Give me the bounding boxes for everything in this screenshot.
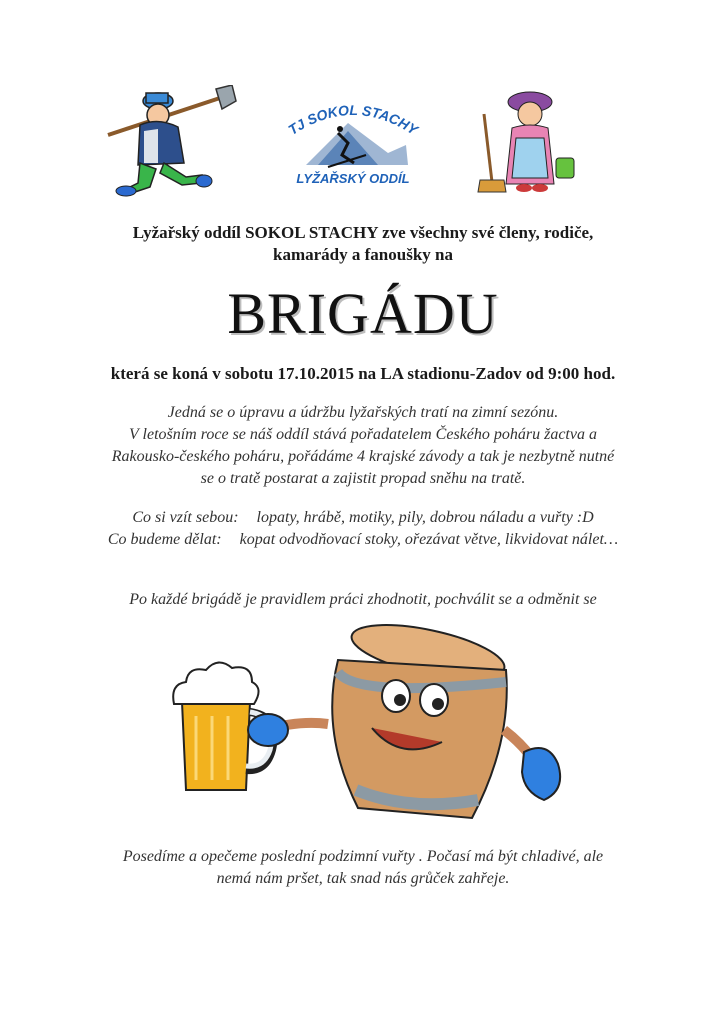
description-line-4: se o tratě postarat a zajistit propad sněhu na tratě.: [200, 470, 526, 487]
logo-bottom-text: LYŽAŘSKÝ ODDÍL: [296, 171, 410, 186]
page-title: BRIGÁDU: [227, 281, 499, 346]
club-logo: [278, 95, 428, 190]
description-line-2: V letošním roce se náš oddíl stává pořadatelem Českého poháru žactva a: [129, 426, 597, 443]
closing-line-1: Posedíme a opečeme poslední podzimní vuřty . Počasí má být chladivé, ale: [122, 848, 604, 865]
closing-line-2: nemá nám pršet, tak snad nás grůček zahřeje.: [216, 870, 510, 887]
invitation-intro: [60, 222, 666, 266]
doing-row: [60, 529, 666, 551]
bring-value: lopaty, hrábě, motiky, pily, dobrou náladu a vuřty :D: [256, 509, 594, 526]
worker-with-shovel-illustration: [98, 85, 238, 205]
logo-top-text: TJ SOKOL STACHY: [285, 101, 421, 138]
closing-note: [70, 846, 656, 890]
intro-line-1: Lyžařský oddíl SOKOL STACHY zve všechny své členy, rodiče,: [132, 223, 594, 242]
woman-with-broom-illustration: [474, 86, 584, 196]
bring-row: [60, 507, 666, 529]
bring-label: Co si vzít sebou:: [132, 509, 239, 526]
beer-and-barrel-illustration: [160, 612, 570, 826]
intro-line-2: kamarády a fanoušky na: [273, 245, 453, 264]
description-line-3: Rakousko-českého poháru, pořádáme 4 krajské závody a tak je nezbytně nutné: [111, 448, 615, 465]
doing-value: kopat odvodňovací stoky, ořezávat větve, likvidovat nálet…: [239, 531, 619, 548]
doing-label: Co budeme dělat:: [107, 531, 222, 548]
description-line-1: Jedná se o úpravu a údržbu lyžařských tratí na zimní sezónu.: [167, 404, 559, 421]
details-list: [60, 507, 666, 551]
reward-note: Po každé brigádě je pravidlem práci zhodnotit, pochválit se a odměnit se: [129, 591, 597, 608]
event-date-line: která se koná v sobotu 17.10.2015 na LA stadionu-Zadov od 9:00 hod.: [110, 364, 616, 383]
event-description: [70, 402, 656, 490]
